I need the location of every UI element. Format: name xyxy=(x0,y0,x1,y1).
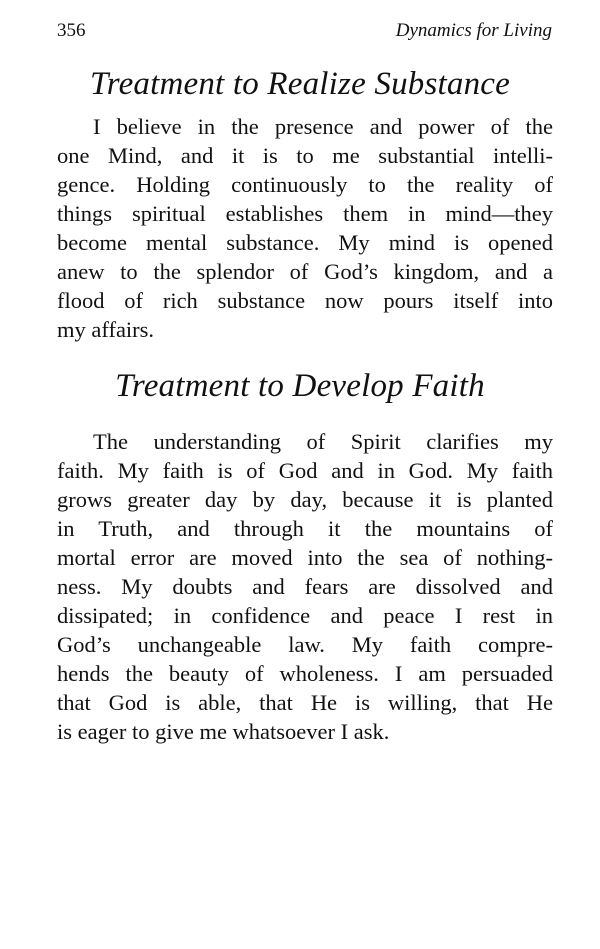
text-line: things spiritual establishes them in mind—they xyxy=(57,201,553,226)
text-line: flood of rich substance now pours itself into xyxy=(57,288,553,313)
text-line: ness. My doubts and fears are dissolved and xyxy=(57,574,553,599)
text-line: become mental substance. My mind is opened xyxy=(57,230,553,255)
running-title: Dynamics for Living xyxy=(395,20,552,41)
text-line: God’s unchangeable law. My faith compre- xyxy=(57,632,553,657)
text-line: my affairs. xyxy=(57,317,155,342)
text-line: mortal error are moved into the sea of nothing- xyxy=(57,545,553,570)
paragraph-faith xyxy=(57,427,553,746)
paragraph-substance xyxy=(57,112,553,344)
text-line: dissipated; in confidence and peace I rest in xyxy=(57,603,553,628)
text-line: that God is able, that He is willing, that He xyxy=(57,690,553,715)
text-line: one Mind, and it is to me substantial intelli- xyxy=(57,143,553,168)
text-line: anew to the splendor of God’s kingdom, and a xyxy=(57,259,553,284)
section-title-substance: Treatment to Realize Substance xyxy=(90,66,510,102)
text-line: is eager to give me whatsoever I ask. xyxy=(57,719,390,744)
text-line: grows greater day by day, because it is planted xyxy=(57,487,553,512)
text-line: I believe in the presence and power of the xyxy=(93,114,553,139)
page-number: 356 xyxy=(57,20,86,41)
section-title-faith: Treatment to Develop Faith xyxy=(115,368,485,404)
text-line: in Truth, and through it the mountains of xyxy=(57,516,553,541)
text-line: faith. My faith is of God and in God. My faith xyxy=(57,458,553,483)
text-line: gence. Holding continuously to the reality of xyxy=(57,172,553,197)
text-line: hends the beauty of wholeness. I am persuaded xyxy=(57,661,553,686)
text-line: The understanding of Spirit clarifies my xyxy=(93,429,553,454)
